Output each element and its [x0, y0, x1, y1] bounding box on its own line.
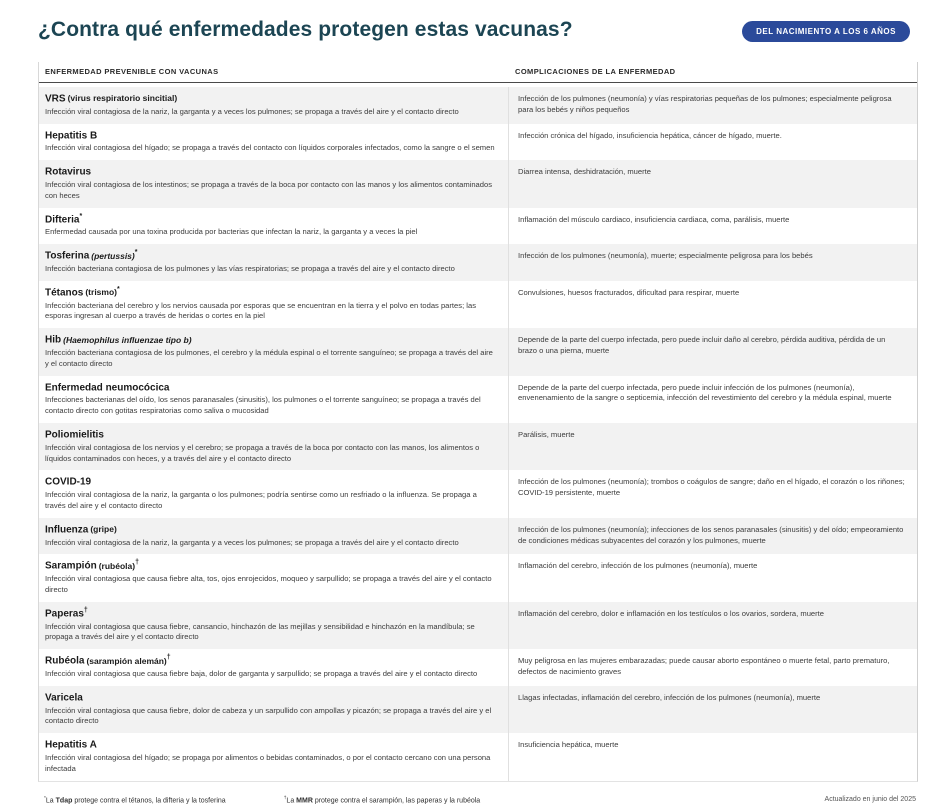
- disease-description: Infecciones bacterianas del oído, los senos paranasales (sinusitis), los pulmones o el torrente sanguíneo; se propaga a través del contacto directo con gotitas respiratorias como saliva o mucosidad: [45, 395, 481, 416]
- asterisk-marker: *: [44, 795, 46, 801]
- complications-cell: [509, 518, 917, 555]
- complications-cell: [509, 208, 917, 245]
- disease-description: Infección viral contagiosa de los nervios y el cerebro; se propaga a través de la boca por contacto con las manos, los alimentos o líquidos contaminados con heces, y a través del aire y el contacto directo: [45, 442, 480, 463]
- disease-description: Infección viral contagiosa de los intestinos; se propaga a través de la boca por contacto con las manos y los alimentos contaminados con heces: [45, 180, 493, 200]
- table-row: [39, 686, 917, 733]
- complications-cell: [509, 686, 917, 733]
- disease-qualifier: (pertussis): [91, 250, 135, 261]
- complications-text: Inflamación del cerebro, infección de los pulmones (neumonía), muerte: [518, 561, 758, 571]
- disease-name: Varicela: [45, 692, 83, 704]
- table-row: [39, 281, 917, 328]
- complications-cell: [509, 160, 917, 207]
- disease-name: Tétanos (trismo)*: [45, 285, 120, 299]
- table-row: [39, 602, 917, 649]
- table-body: [39, 87, 917, 781]
- disease-cell: [39, 686, 509, 733]
- disease-cell: [39, 208, 509, 245]
- footnote-marker: *: [79, 212, 83, 220]
- table-row: [39, 423, 917, 470]
- disease-cell: [39, 602, 509, 649]
- disease-name: Hepatitis A: [45, 739, 97, 751]
- page-footer: [38, 782, 918, 808]
- complications-text: Depende de la parte del cuerpo infectada, pero puede incluir daño al cerebro, pérdida auditiva, pérdida de un brazo o una pierna, muerte: [518, 335, 886, 355]
- complications-text: Depende de la parte del cuerpo infectada, pero puede incluir infección de los pulmones (neumonía), envenenamiento de la sangre o septicemia, infección del revestimiento del cerebro y la médula espinal, muerte: [518, 382, 892, 403]
- complications-cell: [509, 423, 917, 470]
- disease-cell: [39, 160, 509, 207]
- disease-name: Influenza (gripe): [45, 524, 117, 536]
- complications-text: Llagas infectadas, inflamación del cerebro, infección de los pulmones (neumonía), muerte: [518, 692, 821, 702]
- disease-description: Infección bacteriana contagiosa de los pulmones y las vías respiratorias; se propaga a través del aire y el contacto directo: [45, 264, 455, 274]
- table-row: [39, 733, 917, 780]
- complications-cell: [509, 328, 917, 375]
- complications-text: Convulsiones, huesos fracturados, dificultad para respirar, muerte: [518, 287, 740, 297]
- disease-description: Infección viral contagiosa del hígado; se propaga por alimentos o bebidas contaminados, o por el contacto cercano con una persona infectada: [45, 753, 491, 773]
- disease-name: COVID-19: [45, 476, 92, 488]
- complications-cell: [509, 470, 917, 517]
- disease-cell: [39, 281, 509, 328]
- complications-text: Diarrea intensa, deshidratación, muerte: [518, 167, 651, 177]
- disease-description: Infección bacteriana del cerebro y los nervios causada por esporas que se encuentran en la tierra y el polvo en todas partes; las esporas ingresan al cuerpo a través de heridas o cortes en la piel: [45, 300, 476, 321]
- disease-qualifier: (virus respiratorio sincitial): [67, 93, 178, 104]
- disease-name: Difteria*: [45, 212, 83, 225]
- complications-cell: [509, 124, 917, 161]
- table-row: [39, 518, 917, 555]
- complications-cell: [509, 649, 917, 686]
- disease-name: Sarampión (rubéola)†: [45, 559, 139, 572]
- footnote-marker: †: [83, 606, 88, 614]
- table-row: [39, 376, 917, 423]
- complications-cell: [509, 602, 917, 649]
- disease-cell: [39, 649, 509, 686]
- complications-cell: [509, 87, 917, 124]
- disease-description: Infección viral contagiosa de la nariz, la garganta y a veces los pulmones; se propaga a través del aire y el contacto directo: [45, 106, 459, 116]
- column-header-complications: COMPLICACIONES DE LA ENFERMEDAD: [515, 67, 676, 76]
- disease-description: Infección viral contagiosa de la nariz, la garganta y a veces los pulmones; se propaga a través del aire y el contacto directo: [45, 537, 459, 547]
- table-row: [39, 649, 917, 686]
- disease-cell: [39, 124, 509, 161]
- disease-cell: [39, 733, 509, 780]
- disease-description: Infección viral contagiosa que causa fiebre baja, dolor de garganta y sarpullido; se propaga a través del aire y el contacto directo: [45, 669, 478, 678]
- table-row: [39, 208, 917, 245]
- disease-description: Infección viral contagiosa que causa fiebre alta, tos, ojos enrojecidos, moqueo y sarpullido; se propaga a través del aire y el contacto directo: [45, 574, 492, 594]
- table-row: [39, 124, 917, 161]
- disease-qualifier: (gripe): [90, 524, 117, 535]
- disease-name: Hib (Haemophilus influenzae tipo b): [45, 334, 192, 346]
- disease-name: Rotavirus: [45, 166, 92, 178]
- complications-cell: [509, 554, 917, 601]
- complications-text: Muy peligrosa en las mujeres embarazadas; puede causar aborto espontáneo o muerte fetal, parto prematuro, defectos de nacimiento graves: [518, 656, 890, 676]
- complications-cell: [509, 281, 917, 328]
- disease-description: Infección bacteriana contagiosa de los pulmones, el cerebro y la médula espinal o el torrente sanguíneo; se propaga a través del aire y el contacto directo: [45, 348, 493, 368]
- complications-text: Infección de los pulmones (neumonía); infecciones de los senos paranasales (sinusitis) y del oído; empeoramiento de condiciones médicas subyacentes del corazón y los pulmones, muerte: [518, 524, 904, 545]
- page-title: ¿Contra qué enfermedades protegen estas vacunas?: [38, 18, 573, 41]
- updated-date: Actualizado en junio del 2025: [824, 795, 916, 803]
- disease-name: Tosferina (pertussis)*: [45, 249, 138, 262]
- footnote-tdap: *La Tdap protege contra el tétanos, la difteria y la tosferina: [44, 795, 226, 804]
- disease-name: Hepatitis B: [45, 129, 98, 141]
- complications-cell: [509, 733, 917, 780]
- table-row: [39, 160, 917, 207]
- age-range-badge[interactable]: DEL NACIMIENTO A LOS 6 AÑOS: [742, 21, 910, 42]
- complications-text: Infección de los pulmones (neumonía), muerte; especialmente peligrosa para los bebés: [518, 251, 813, 261]
- disease-description: Enfermedad causada por una toxina producida por bacterias que infectan la nariz, la garganta y a veces la piel: [45, 227, 418, 237]
- footnote-marker: *: [134, 249, 138, 257]
- disease-qualifier: (trismo): [85, 287, 117, 298]
- table-row: [39, 328, 917, 375]
- disease-cell: [39, 376, 509, 423]
- disease-name: Rubéola (sarampión alemán)†: [45, 654, 171, 667]
- table-row: [39, 554, 917, 601]
- footnote-mmr: †La MMR protege contra el sarampión, las paperas y la rubéola: [283, 795, 481, 804]
- footnote-marker: †: [135, 559, 139, 567]
- disease-qualifier: (Haemophilus influenzae tipo b): [63, 334, 192, 345]
- table-header-row: [39, 62, 917, 83]
- disease-cell: [39, 328, 509, 375]
- complications-text: Infección crónica del hígado, insuficiencia hepática, cáncer de hígado, muerte.: [518, 130, 782, 140]
- complications-text: Inflamación del músculo cardiaco, insuficiencia cardiaca, coma, parálisis, muerte: [518, 214, 790, 224]
- table-row: [39, 87, 917, 124]
- complications-text: Infección de los pulmones (neumonía) y vías respiratorias pequeñas de los pulmones; especialmente peligrosa para los bebés y niños pequeños: [518, 94, 892, 114]
- column-header-disease: ENFERMEDAD PREVENIBLE CON VACUNAS: [45, 67, 219, 76]
- complications-text: Inflamación del cerebro, dolor e inflamación en los testículos o los ovarios, sordera, muerte: [518, 608, 825, 618]
- disease-cell: [39, 518, 509, 555]
- disease-qualifier: (sarampión alemán): [86, 655, 167, 666]
- complications-text: Parálisis, muerte: [518, 430, 575, 439]
- disease-name: Poliomielitis: [45, 429, 104, 441]
- dagger-marker: †: [283, 795, 287, 801]
- disease-cell: [39, 470, 509, 517]
- disease-name: Enfermedad neumocócica: [45, 381, 170, 393]
- disease-cell: [39, 554, 509, 601]
- vaccine-table: [38, 62, 918, 782]
- table-row: [39, 244, 917, 281]
- disease-cell: [39, 87, 509, 124]
- disease-description: Infección viral contagiosa del hígado; se propaga a través del contacto con líquidos corporales infectados, como la sangre o el semen: [45, 143, 495, 153]
- complications-cell: [509, 244, 917, 281]
- disease-description: Infección viral contagiosa de la nariz, la garganta o los pulmones; podría sentirse como un resfriado o la influenza. Se propaga a través del aire y el contacto directo: [45, 490, 477, 510]
- page-header: [38, 18, 918, 42]
- complications-text: Insuficiencia hepática, muerte: [518, 740, 619, 750]
- disease-cell: [39, 423, 509, 470]
- complications-text: Infección de los pulmones (neumonía); trombos o coágulos de sangre; daño en el hígado, el corazón o los riñones; COVID-19 persistente, muerte: [518, 477, 905, 498]
- disease-name: VRS (virus respiratorio sincitial): [45, 93, 178, 105]
- footnote-marker: †: [166, 654, 171, 662]
- disease-name: Paperas†: [45, 606, 88, 620]
- disease-description: Infección viral contagiosa que causa fiebre, dolor de cabeza y un sarpullido con ampollas y picazón; se propaga a través del aire y el contacto directo: [45, 705, 492, 726]
- disease-qualifier: (rubéola): [98, 560, 136, 571]
- disease-description: Infección viral contagiosa que causa fiebre, cansancio, hinchazón de las mejillas y sensibilidad e hinchazón en la mandíbula; se propaga a través del aire y el contacto directo: [45, 621, 475, 642]
- footnote-marker: *: [116, 285, 120, 293]
- complications-cell: [509, 376, 917, 423]
- disease-cell: [39, 244, 509, 281]
- table-row: [39, 470, 917, 517]
